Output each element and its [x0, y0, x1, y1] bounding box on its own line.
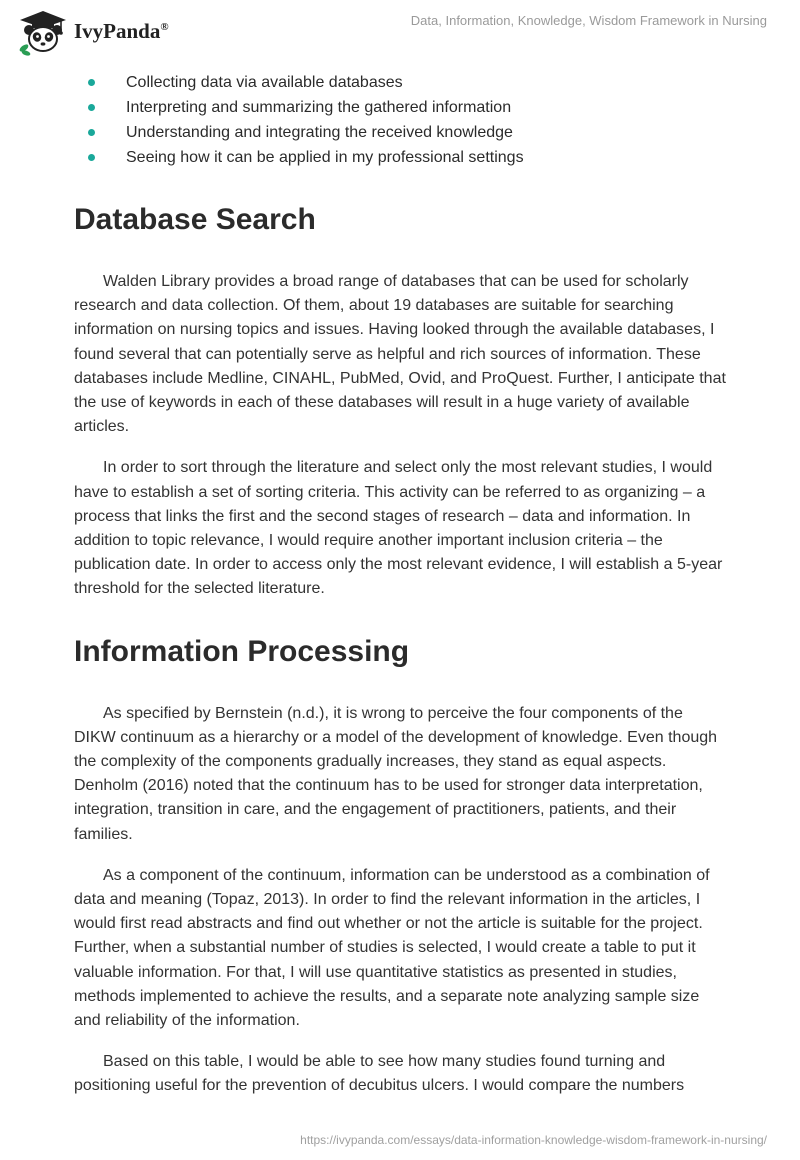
paragraph: Walden Library provides a broad range of databases that can be used for scholarly research and data collection. Of them, about 19 databases are suitable for searching information on nursing topics and issues. Having looked through the available databases, I found several that can potentially serve as helpful and rich sources of information. These databases include Medline, CINAHL, PubMed, Ovid, and ProQuest. Further, I anticipate that the use of keywords in each of these databases will result in a huge variety of available articles. [74, 273, 726, 436]
list-item: Collecting data via available databases [74, 70, 726, 95]
page-header [0, 0, 800, 60]
list-item: Interpreting and summarizing the gathered information [74, 95, 726, 120]
bullet-dot-icon [88, 129, 95, 136]
paragraph: As specified by Bernstein (n.d.), it is wrong to perceive the four components of the DIKW continuum as a hierarchy or a model of the development of knowledge. Even though the complexity of the components gradually increases, they stand as equal aspects. Denholm (2016) noted that the continuum has to be used for stronger data interpretation, integration, transition in care, and the engagement of practitioners, patients, and their families. [74, 704, 718, 843]
bullet-dot-icon [88, 104, 95, 111]
section-heading-database-search: Database Search [74, 203, 316, 236]
logo-wordmark: IvyPanda® [74, 18, 169, 43]
bullet-list [74, 70, 726, 170]
ivypanda-logo[interactable] [14, 8, 169, 56]
section-heading-information-processing: Information Processing [74, 634, 410, 668]
paragraph: As a component of the continuum, information can be understood as a combination of data and meaning (Topaz, 2013). In order to find the relevant information in the articles, I would first read abstracts and find out whether or not the article is suitable for the project. Further, when a substantial number of studies is selected, I would create a table to put it valuable information. For that, I will use quantitative statistics as presented in studies, methods implemented to achieve the results, and a separate note analyzing sample size and reliability of the information. [74, 866, 710, 1030]
paragraph: Based on this table, I would be able to see how many studies found turning and positioning useful for the prevention of decubitus ulcers. I would compare the numbers [74, 1053, 685, 1095]
list-item: Seeing how it can be applied in my professional settings [74, 145, 726, 170]
panda-graduate-icon [14, 8, 72, 56]
paragraph: In order to sort through the literature and select only the most relevant studies, I would have to establish a set of sorting criteria. This activity can be referred to as organizing – a process that links the first and the second stages of research – data and information. In addition to topic relevance, I would require another important inclusion criteria – the publication date. In order to access only the most relevant evidence, I will establish a 5-year threshold for the selected literature. [74, 459, 723, 598]
essay-content [74, 70, 726, 1099]
list-item: Understanding and integrating the received knowledge [74, 120, 726, 145]
document-title: Data, Information, Knowledge, Wisdom Framework in Nursing [410, 13, 767, 28]
source-url[interactable]: https://ivypanda.com/essays/data-information-knowledge-wisdom-framework-in-nursing/ [300, 1133, 767, 1147]
bullet-dot-icon [88, 79, 95, 86]
bullet-dot-icon [88, 154, 95, 161]
